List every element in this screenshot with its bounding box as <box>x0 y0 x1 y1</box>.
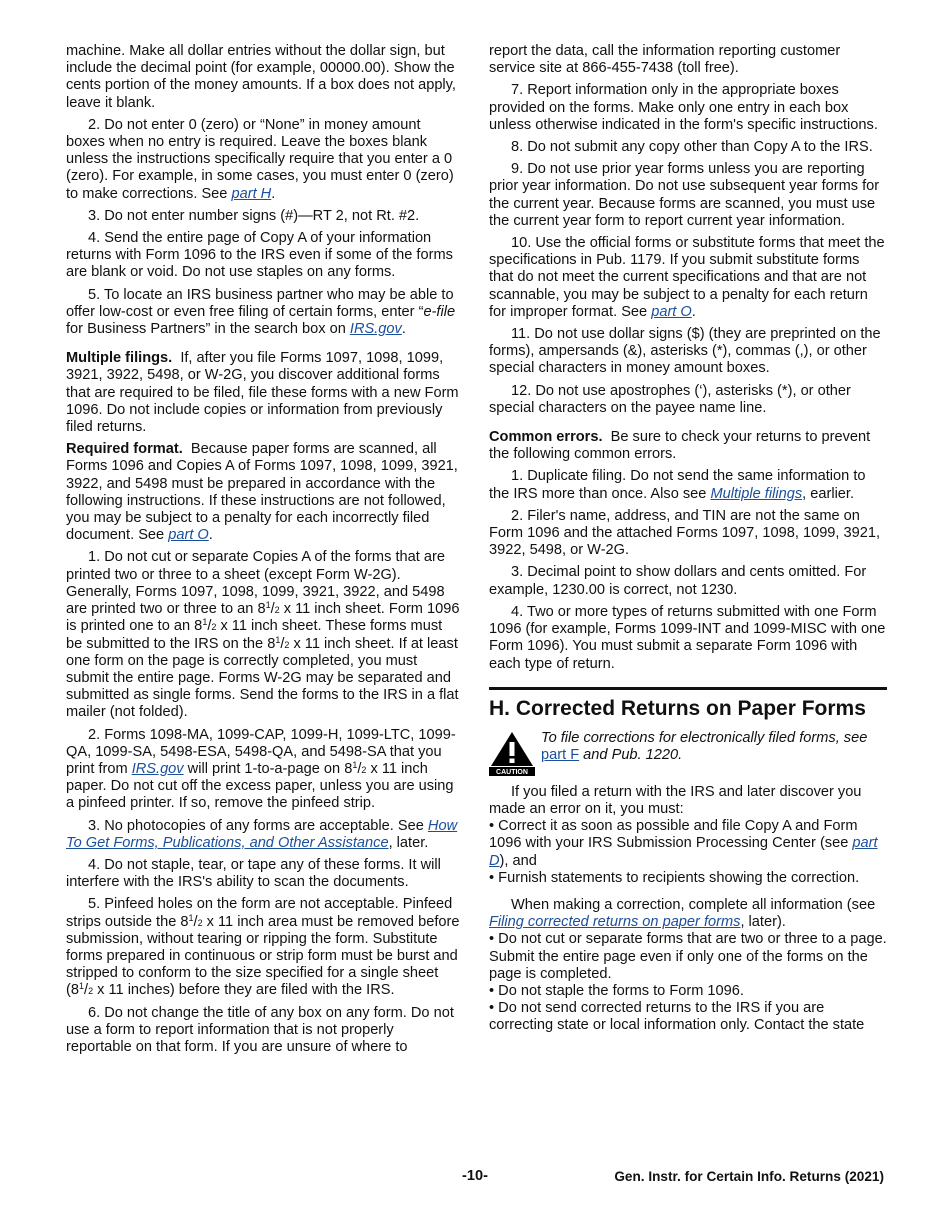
paragraph: 8. Do not submit any copy other than Copy A to the IRS. <box>511 139 873 156</box>
how-to-get-forms-link[interactable]: How To Get Forms, Publications, and Other Assistance <box>66 817 458 851</box>
paragraph: 3. No photocopies of any forms are acceptable. See How To Get Forms, Publications, and Other Assistance, later. <box>66 817 458 851</box>
section-rule <box>489 687 887 690</box>
caution-icon <box>489 730 535 776</box>
bullet-item: • Furnish statements to recipients showing the correction. <box>489 869 860 886</box>
paragraph: 1. Do not cut or separate Copies A of the forms that are printed two or three to a sheet (except Form W-2G). Generally, Forms 1097, 1098, 1099, 3921, 3922, and 5498 are printed two or three to an $8^1/2$ x 11 inch sheet. Form 1096 is printed one to an $8^1/2$ x 11 inch sheet. These forms must be submitted to the IRS on the $8^1/2$ x 11 inch sheet. If at least one form on the page is correctly completed, you must submit the entire page. Forms W-2G may be separated and submitted as single forms. Send the forms to the IRS in a flat mailer (not folded). <box>66 549 460 721</box>
common-errors-paragraph: Common errors. Be sure to check your returns to prevent the following common errors. <box>489 429 871 463</box>
bullet-item: • Do not staple the forms to Form 1096. <box>489 982 744 999</box>
paragraph: 2. Do not enter 0 (zero) or “None” in money amount boxes when no entry is required. Leave the boxes blank unless the instructions specifically require that you enter a 0 (zero). For example, in some cases, you must enter 0 (zero) to make corrections. See part H. <box>66 116 454 202</box>
paragraph: 3. Do not enter number signs (#)—RT 2, not Rt. #2. <box>88 207 420 224</box>
paragraph: 12. Do not use apostrophes (‘), asterisks (*), or other special characters on the payee name line. <box>489 382 851 416</box>
page-number: -10- <box>462 1168 488 1184</box>
part-o-link[interactable]: part O <box>168 527 209 544</box>
paragraph: 2. Forms 1098-MA, 1099-CAP, 1099-H, 1099-LTC, 1099-QA, 1099-SA, 5498-ESA, 5498-QA, and 5498-SA that you print from IRS.gov will print 1-to-a-page on $8^1/2$ x 11 inch paper. Do not cut off the excess paper, unless you are using a pinfeed printer. If so, remove the pinfeed strip. <box>66 726 456 812</box>
paragraph: 5. To locate an IRS business partner who may be able to offer low-cost or even free filing of certain forms, enter “e-file for Business Partners” in the search box on IRS.gov. <box>66 286 456 338</box>
run-in-heading: Common errors. <box>489 429 603 446</box>
paragraph: 4. Do not staple, tear, or tape any of these forms. It will interfere with the IRS's ability to scan the documents. <box>66 856 441 891</box>
left-column <box>66 43 462 1061</box>
multiple-filings-link[interactable]: Multiple filings <box>710 485 803 502</box>
right-column <box>489 43 887 1035</box>
paragraph: report the data, call the information reporting customer service site at 866-455-7438 (toll free). <box>489 43 841 77</box>
part-d-link[interactable]: part D <box>489 835 878 869</box>
caution-note <box>489 730 887 776</box>
paragraph: If you filed a return with the IRS and later discover you made an error on it, you must: <box>489 783 862 817</box>
paragraph: 4. Send the entire page of Copy A of your information returns with Form 1096 to the IRS even if some of the forms are blank or void. Do not use staples on any forms. <box>66 230 453 281</box>
paragraph: 11. Do not use dollar signs ($) (they are preprinted on the forms), ampersands (&), asterisks (*), commas (,), or other special characters in money amount boxes. <box>489 326 881 377</box>
paragraph: When making a correction, complete all information (see Filing corrected returns on paper forms, later). <box>489 896 876 931</box>
caution-text: To file corrections for electronically filed forms, see part F and Pub. 1220. <box>541 729 868 763</box>
paragraph: 9. Do not use prior year forms unless you are reporting prior year information. Do not use subsequent year forms for the current year. Because forms are scanned, you must use the current year form to report current year information. <box>489 161 880 229</box>
bullet-item: • Do not cut or separate forms that are two or three to a page. Submit the entire page even if only one of the forms on the page is completed. <box>489 931 887 982</box>
run-in-heading: Multiple filings. <box>66 350 173 367</box>
bullet-item: • Do not send corrected returns to the IRS if you are correcting state or local information only. Contact the state <box>489 1000 865 1034</box>
paragraph: 6. Do not change the title of any box on any form. Do not use a form to report information that is not properly reportable on that form. If you are unsure of where to <box>66 1004 454 1055</box>
bullet-item: • Correct it as soon as possible and file Copy A and Form 1096 with your IRS Submission Processing Center (see part D), and <box>489 818 878 869</box>
paragraph: 7. Report information only in the appropriate boxes provided on the forms. Make only one entry in each box unless otherwise indicated in the form's specific instructions. <box>489 82 878 133</box>
multiple-filings-paragraph: Multiple filings. If, after you file Forms 1097, 1098, 1099, 3921, 3922, 5498, or W-2G, you discover additional forms that are required to be filed, file these forms with a new Form 1096. Do not include copies or information from previously filed returns. <box>66 350 459 436</box>
irs-gov-link[interactable]: IRS.gov <box>131 760 184 777</box>
irs-gov-link[interactable]: IRS.gov <box>349 321 402 338</box>
paragraph: 2. Filer's name, address, and TIN are not the same on Form 1096 and the attached Forms 1097, 1098, 1099, 3921, 3922, 5498, or W-2G. <box>489 507 881 559</box>
caution-label: CAUTION <box>496 768 528 776</box>
paragraph: 4. Two or more types of returns submitted with one Form 1096 (for example, Forms 1099-INT and 1099-MISC with one Form 1096). You must submit a separate Form 1096 with each type of return. <box>489 603 886 672</box>
paragraph: machine. Make all dollar entries without the dollar sign, but include the decimal point (for example, 00000.00). Show the cents portion of the money amounts. If a box does not apply, leave it blank. <box>66 43 456 111</box>
document-title: Gen. Instr. for Certain Info. Returns (2021) <box>614 1169 884 1184</box>
part-h-link[interactable]: part H <box>231 185 272 202</box>
part-o-link[interactable]: part O <box>651 303 692 320</box>
paragraph: 5. Pinfeed holes on the form are not acceptable. Pinfeed strips outside the $8^1/2$ x 11 inch area must be removed before submission, without tearing or ripping the form. Substitute forms prepared in continuous or strip form must be burst and stripped to conform to the size specified for a single sheet ($8^1/2$ x 11 inches) before they are filed with the IRS. <box>66 896 460 999</box>
run-in-heading: Required format. <box>66 441 183 458</box>
paragraph: 3. Decimal point to show dollars and cents omitted. For example, 1230.00 is correct, not 1230. <box>489 564 867 598</box>
filing-corrected-returns-link[interactable]: Filing corrected returns on paper forms <box>489 914 741 931</box>
part-f-link[interactable]: part F <box>541 746 580 763</box>
paragraph: 10. Use the official forms or substitute forms that meet the specifications in Pub. 1179. If you submit substitute forms that do not meet the current specifications and that are not scannable, you may be subject to a penalty for each return for improper format. See part O. <box>489 235 885 320</box>
required-format-paragraph: Required format. Because paper forms are scanned, all Forms 1096 and Copies A of Forms 1097, 1098, 1099, 3921, 3922, and 5498 must be prepared in accordance with the following instructions. If these instructions are not followed, you may be subject to a penalty for each incorrectly filed document. See part O. <box>66 441 458 544</box>
paragraph: 1. Duplicate filing. Do not send the same information to the IRS more than once. Also see Multiple filings, earlier. <box>489 468 866 502</box>
section-heading: H. Corrected Returns on Paper Forms <box>489 696 866 720</box>
